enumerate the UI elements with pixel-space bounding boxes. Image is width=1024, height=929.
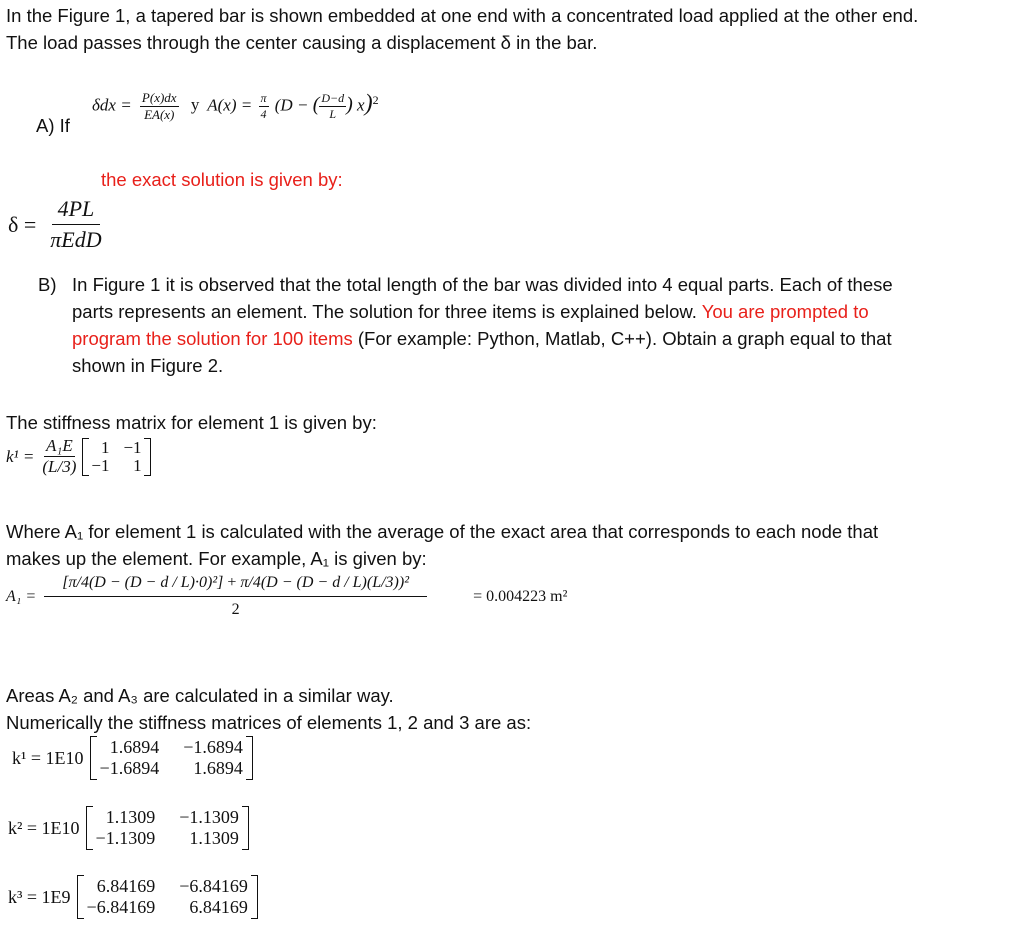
matrix-k3-m21: −6.84169 <box>86 897 156 917</box>
part-b-line-2 <box>72 298 869 325</box>
matrix-k2 <box>8 806 249 850</box>
area-pi-fraction <box>259 91 269 122</box>
matrix-k1-m22: 1.6894 <box>193 758 243 778</box>
k1-matrix <box>82 438 150 476</box>
area-pi: π <box>260 91 267 105</box>
k1-numerator: A₁E <box>46 436 73 455</box>
k1-m12: −1 <box>123 437 142 457</box>
delta-numerator: 4PL <box>52 196 101 225</box>
area-inner-fraction <box>319 91 346 122</box>
matrix-k3-m11: 6.84169 <box>96 876 156 896</box>
a1-lhs: A₁ = <box>6 587 37 605</box>
a1-result: = 0.004223 m² <box>473 587 568 605</box>
matrix-k3 <box>8 875 258 919</box>
part-a-label: A) If <box>36 115 70 136</box>
area-lhs: A(x) = <box>207 95 253 115</box>
delta-denominator: πEdD <box>50 227 102 252</box>
part-b-line-3a: program the solution for 100 items <box>72 328 353 349</box>
matrix-k2-m22: 1.1309 <box>189 828 239 848</box>
where-line-1: Where A₁ for element 1 is calculated with the average of the exact area that corresponds to each node that <box>6 521 879 542</box>
area-exponent: 2 <box>372 92 379 107</box>
a1-numerator <box>44 574 427 597</box>
a1-num-part1: [π/4(D − (D − d / L)·0)²] <box>62 574 224 591</box>
stiffness-intro: The stiffness matrix for element 1 is given by: <box>6 412 377 433</box>
where-line-2: makes up the element. For example, A₁ is given by: <box>6 548 427 569</box>
a1-equation <box>6 574 567 619</box>
matrix-k3-m22: 6.84169 <box>189 897 248 917</box>
delta-fraction <box>46 196 105 253</box>
k1-denominator: (L/3) <box>42 457 77 476</box>
part-b-line-4: shown in Figure 2. <box>72 355 224 376</box>
area-four: 4 <box>260 107 267 121</box>
matrix-k1-lhs: k¹ = 1E10 <box>12 747 84 768</box>
k1-m21: −1 <box>91 455 110 475</box>
k1-lhs: k¹ = <box>6 446 35 466</box>
exact-solution-text: the exact solution is given by: <box>101 169 343 190</box>
area-inner-num: D−d <box>321 91 345 105</box>
area-open: (D − <box>274 95 309 115</box>
delta-equation <box>8 196 106 253</box>
part-b-line-1: In Figure 1 it is observed that the total length of the bar was divided into 4 equal parts. Each of these <box>72 274 893 295</box>
matrix-k2-m11: 1.1309 <box>105 807 156 827</box>
a1-denominator: 2 <box>231 601 240 618</box>
matrix-k2-m12: −1.1309 <box>179 807 239 827</box>
a1-num-part2: π/4(D − (D − d / L)(L/3))² <box>240 574 409 591</box>
a1-plus: + <box>227 574 237 591</box>
part-b-label: B) <box>38 274 57 295</box>
areas-line-1: Areas A₂ and A₃ are calculated in a similar way. <box>6 685 394 706</box>
part-b-line-2a: parts represents an element. The solution for three items is explained below. <box>72 301 702 322</box>
part-b-line-3 <box>72 325 892 352</box>
matrix-k3-lhs: k³ = 1E9 <box>8 886 71 907</box>
displacement-equation: δdx = $\frac{P(x)dx}{EA(x)}$ y A(x) = $\frac{\pi}{4}$ (D − ( $\frac{D-d}{L}$ ) x)$^2$ <box>92 90 379 122</box>
k1-fraction <box>40 436 78 477</box>
matrix-k1-m21: −1.6894 <box>99 758 160 778</box>
eq-denominator: EA(x) <box>144 107 175 122</box>
part-b-line-2b: You are prompted to <box>701 301 869 322</box>
matrix-k3-m12: −6.84169 <box>179 876 248 896</box>
matrix-k2-body <box>86 806 249 850</box>
eq-numerator: P(x)dx <box>141 90 177 105</box>
area-inner-den: L <box>329 107 337 121</box>
k1-m22: 1 <box>133 455 142 475</box>
intro-line-2: The load passes through the center causing a displacement δ in the bar. <box>6 32 598 53</box>
part-b-line-3b: (For example: Python, Matlab, C++). Obtain a graph equal to that <box>352 328 892 349</box>
eq-lhs: δdx = <box>92 95 132 115</box>
matrix-k1-m12: −1.6894 <box>183 737 243 757</box>
matrix-k2-lhs: k² = 1E10 <box>8 817 80 838</box>
matrix-k2-m21: −1.1309 <box>95 828 156 848</box>
matrix-k1 <box>12 736 253 780</box>
areas-line-2: Numerically the stiffness matrices of elements 1, 2 and 3 are as: <box>6 712 532 733</box>
matrix-k3-body <box>77 875 258 919</box>
a1-fraction <box>44 574 427 619</box>
matrix-k1-body <box>90 736 253 780</box>
matrix-k1-m11: 1.6894 <box>109 737 160 757</box>
stiffness-equation <box>6 436 151 477</box>
eq-y: y <box>190 95 200 115</box>
area-x: x <box>357 95 365 115</box>
k1-m11: 1 <box>100 437 110 457</box>
eq-fraction <box>140 90 179 123</box>
intro-line-1: In the Figure 1, a tapered bar is shown embedded at one end with a concentrated load applied at the other end. <box>6 5 919 26</box>
delta-lhs: δ = <box>8 211 37 237</box>
